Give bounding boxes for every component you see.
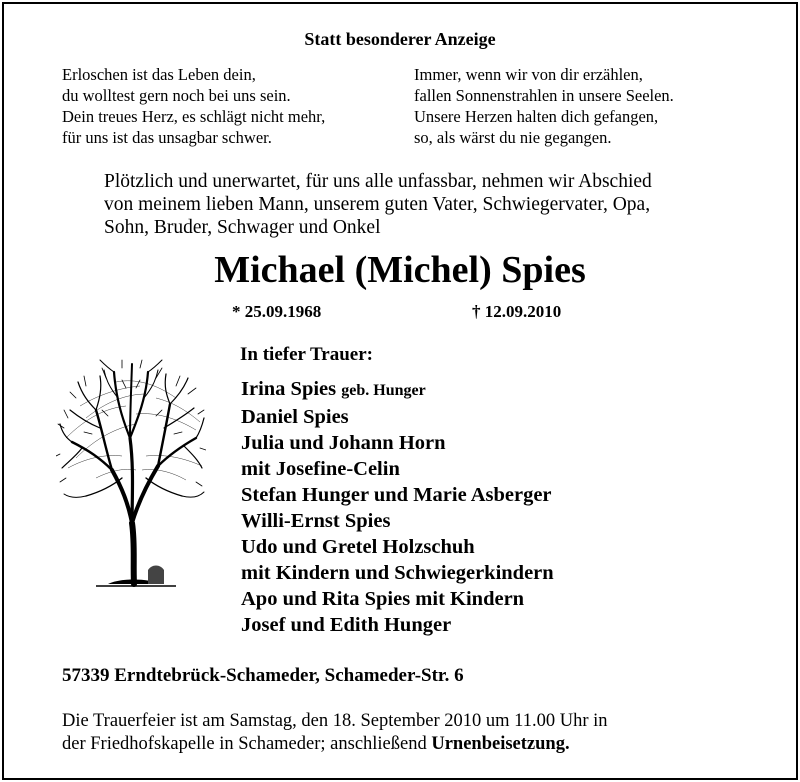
poem-line: Erloschen ist das Leben dein,	[62, 65, 256, 84]
ceremony-line: Die Trauerfeier ist am Samstag, den 18. September 2010 um 11.00 Uhr in	[62, 711, 608, 731]
poem-line: Unsere Herzen halten dich gefangen,	[414, 107, 659, 126]
death-date: † 12.09.2010	[472, 302, 562, 321]
poem-line: Immer, wenn wir von dir erzählen,	[414, 65, 643, 84]
ceremony-line	[62, 733, 608, 756]
birth-date: * 25.09.1968	[232, 302, 322, 321]
mourner-line: Apo und Rita Spies mit Kindern	[241, 588, 525, 610]
ceremony-text: der Friedhofskapelle in Schameder; anschließend	[62, 734, 432, 754]
ceremony-info	[62, 710, 608, 756]
intro-line: von meinem lieben Mann, unserem guten Vater, Schwiegervater, Opa,	[104, 194, 651, 215]
poem-line: so, als wärst du nie gegangen.	[414, 128, 612, 147]
poem-right	[414, 64, 674, 148]
deceased-name: Michael (Michel) Spies	[214, 249, 586, 291]
poem-line: fallen Sonnenstrahlen in unsere Seelen.	[414, 86, 674, 105]
mourner-line: Udo und Gretel Holzschuh	[241, 536, 475, 558]
mourner-line: Daniel Spies	[241, 406, 349, 428]
poem-line: Dein treues Herz, es schlägt nicht mehr,	[62, 107, 326, 126]
intro-line: Sohn, Bruder, Schwager und Onkel	[104, 217, 381, 238]
tree-icon	[56, 358, 206, 588]
mourner-line: Josef und Edith Hunger	[241, 614, 452, 636]
urn-burial-text: Urnenbeisetzung.	[431, 734, 570, 754]
intro-line: Plötzlich und unerwartet, für uns alle unfassbar, nehmen wir Abschied	[104, 171, 652, 192]
mourner-line	[241, 376, 554, 404]
poem-left	[62, 64, 325, 148]
mourners-list	[241, 376, 554, 638]
mourner-line: Willi-Ernst Spies	[241, 510, 391, 532]
mourner-name: Irina Spies	[241, 378, 337, 400]
address: 57339 Erndtebrück-Schameder, Schameder-Str. 6	[62, 665, 464, 686]
mourner-line: mit Kindern und Schwiegerkindern	[241, 562, 554, 584]
mourning-label: In tiefer Trauer:	[240, 344, 373, 365]
mourner-line: mit Josefine-Celin	[241, 458, 400, 480]
poem-line: für uns ist das unsagbar schwer.	[62, 128, 272, 147]
mourner-line: Julia und Johann Horn	[241, 432, 446, 454]
intro-text	[104, 170, 652, 239]
notice-heading: Statt besonderer Anzeige	[304, 29, 496, 49]
mourner-birth-name: geb. Hunger	[341, 382, 426, 399]
poem-line: du wolltest gern noch bei uns sein.	[62, 86, 291, 105]
mourner-line: Stefan Hunger und Marie Asberger	[241, 484, 552, 506]
